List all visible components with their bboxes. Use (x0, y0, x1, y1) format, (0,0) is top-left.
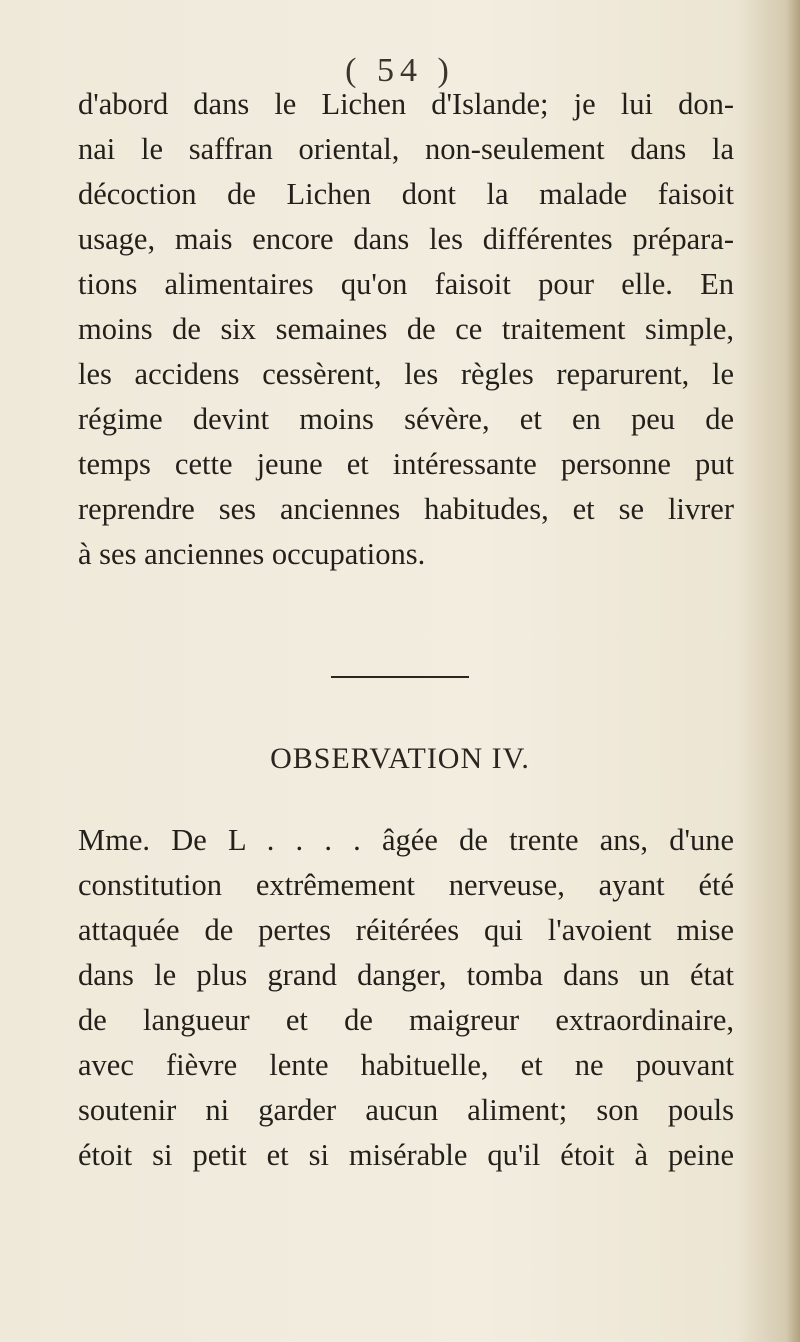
text-line: avec fièvre lente habituelle, et ne pouvant (78, 1048, 734, 1082)
text-line: nai le saffran oriental, non-seulement dans la (78, 132, 734, 166)
text-line: usage, mais encore dans les différentes prépara- (78, 222, 734, 256)
page-number: ( 54 ) (345, 52, 455, 89)
page-edge-shadow (786, 0, 800, 1342)
text-line: à ses anciennes occupations. (78, 537, 426, 571)
text-line: reprendre ses anciennes habitudes, et se livrer (78, 492, 734, 526)
text-line: attaquée de pertes réitérées qui l'avoient mise (78, 913, 734, 947)
paragraph-observation-iv (78, 818, 734, 1178)
text-line: étoit si petit et si misérable qu'il étoit à peine (78, 1138, 734, 1172)
text-line: régime devint moins sévère, et en peu de (78, 402, 734, 436)
section-heading: OBSERVATION IV. (270, 742, 530, 775)
text-line: décoction de Lichen dont la malade faisoit (78, 177, 734, 211)
text-line: Mme. De L . . . . âgée de trente ans, d'une (78, 823, 734, 857)
text-line: soutenir ni garder aucun aliment; son pouls (78, 1093, 734, 1127)
text-line: tions alimentaires qu'on faisoit pour elle. En (78, 267, 734, 301)
text-line: temps cette jeune et intéressante personne put (78, 447, 734, 481)
text-line: de langueur et de maigreur extraordinaire, (78, 1003, 734, 1037)
text-line: dans le plus grand danger, tomba dans un état (78, 958, 734, 992)
paragraph-lichen-treatment (78, 82, 734, 577)
section-divider-rule (331, 676, 469, 678)
text-line: moins de six semaines de ce traitement simple, (78, 312, 734, 346)
text-line: d'abord dans le Lichen d'Islande; je lui don- (78, 87, 734, 121)
text-line: les accidens cessèrent, les règles reparurent, le (78, 357, 734, 391)
text-line: constitution extrêmement nerveuse, ayant été (78, 868, 734, 902)
